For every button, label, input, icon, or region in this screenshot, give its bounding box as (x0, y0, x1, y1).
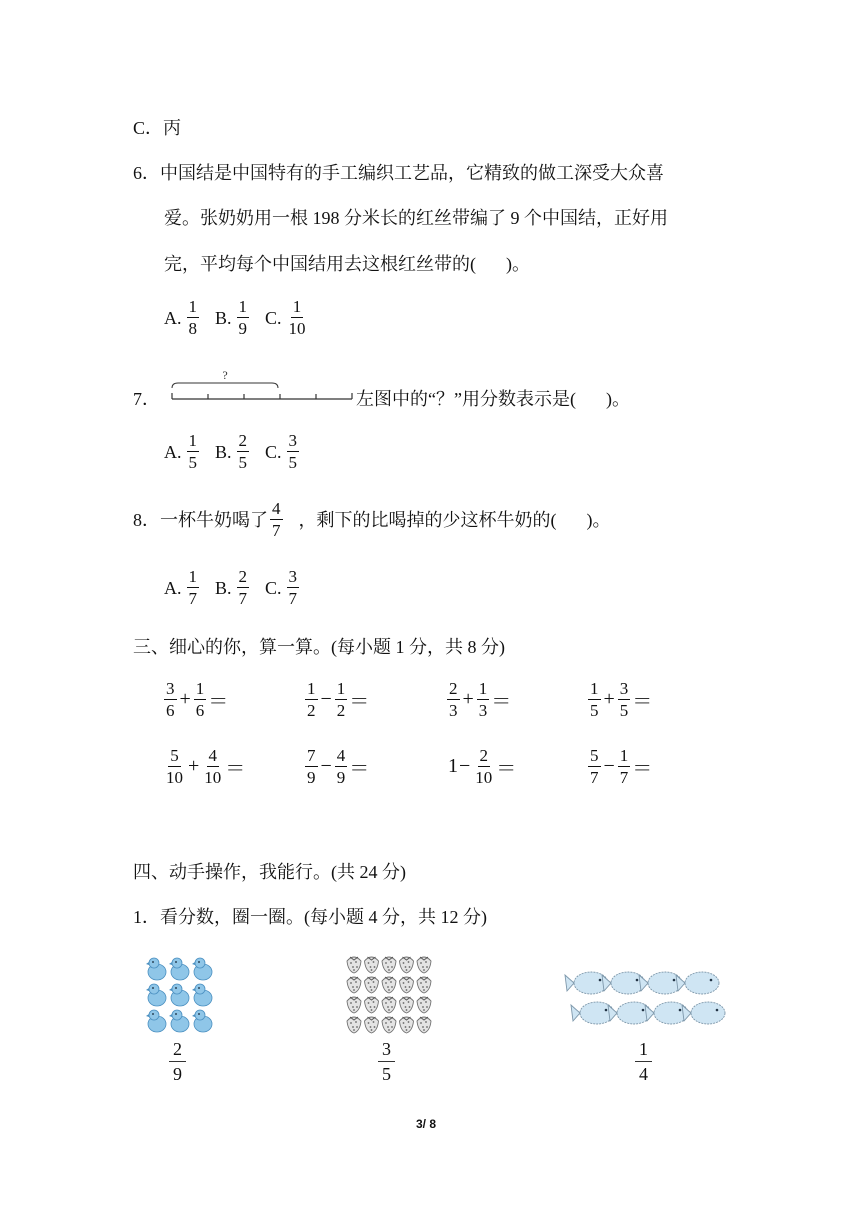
denominator: 10 (288, 319, 306, 338)
strawberry-icon[interactable] (365, 1017, 379, 1033)
chick-icon[interactable] (146, 1010, 166, 1032)
fish-icon[interactable] (682, 1002, 725, 1024)
fraction (187, 298, 200, 337)
equals-sign: ＝ (491, 691, 512, 713)
chick-icon[interactable] (146, 958, 166, 980)
fish-icon[interactable] (639, 972, 682, 994)
q6-line-3-end: )。 (506, 254, 530, 274)
equals-sign: ＝ (632, 691, 653, 713)
strawberry-icon[interactable] (347, 957, 361, 973)
numerator: 7 (307, 746, 316, 765)
operator: − (603, 755, 615, 777)
denominator: 7 (188, 589, 197, 608)
denominator: 5 (590, 701, 599, 720)
denominator: 7 (619, 768, 629, 787)
q6-option-c[interactable] (265, 298, 310, 337)
whole-number: 1 (448, 755, 458, 777)
fraction (335, 680, 348, 719)
strawberry-icon[interactable] (365, 997, 379, 1013)
q7-option-a[interactable] (164, 432, 201, 471)
strawberry-icon[interactable] (365, 977, 379, 993)
chick-icon[interactable] (146, 984, 166, 1006)
denominator: 5 (188, 453, 197, 472)
numerator: 3 (619, 679, 629, 698)
section-3-title: 三、细心的你，算一算。(每小题 1 分，共 8 分) (133, 637, 505, 657)
segment-ticks (172, 393, 352, 399)
numerator: 1 (188, 431, 197, 450)
strawberry-group[interactable] (344, 953, 434, 1035)
fraction (194, 680, 207, 719)
strawberry-icon[interactable] (365, 957, 379, 973)
q8-text-end: )。 (586, 509, 611, 530)
q7-option-c[interactable] (265, 432, 301, 471)
denominator: 7 (288, 589, 298, 608)
q8-line (133, 500, 611, 539)
operator: + (179, 688, 191, 710)
numerator: 1 (336, 679, 346, 698)
calc-item-2[interactable] (303, 680, 369, 719)
numerator: 2 (238, 567, 248, 586)
option-label: A. (164, 577, 182, 598)
strawberry-icon[interactable] (417, 1017, 431, 1033)
calc-item-1[interactable] (162, 680, 228, 719)
q8-options (164, 568, 315, 607)
fraction (447, 680, 460, 719)
q7-options (164, 432, 315, 471)
q6-line-3 (164, 252, 530, 276)
strawberry-icon[interactable] (400, 1017, 414, 1033)
fraction (378, 1040, 395, 1083)
segment-diagram (168, 366, 356, 406)
denominator: 10 (166, 768, 183, 787)
numerator: 2 (238, 431, 248, 450)
numerator: 2 (169, 1040, 186, 1062)
numerator: 3 (378, 1040, 395, 1062)
option-label: B. (215, 307, 232, 328)
numerator: 1 (635, 1040, 652, 1062)
strawberry-icon[interactable] (382, 957, 396, 973)
denominator: 9 (336, 768, 346, 787)
numerator: 1 (188, 297, 197, 316)
fraction (164, 747, 185, 786)
denominator: 6 (166, 701, 175, 720)
fraction (187, 432, 200, 471)
picture-fraction-3 (633, 1040, 654, 1083)
calc-item-6[interactable] (303, 747, 369, 786)
denominator: 10 (204, 768, 222, 787)
option-label: B. (215, 441, 232, 462)
q6-options (164, 298, 324, 337)
fraction (270, 500, 283, 539)
q5-option-c: C．丙 (133, 118, 182, 138)
q7-text-main: 左图中的“？”用分数表示是( (356, 389, 576, 409)
denominator: 4 (639, 1064, 648, 1084)
calc-item-3[interactable] (445, 680, 511, 719)
numerator: 1 (292, 297, 302, 316)
denominator: 3 (449, 701, 458, 720)
strawberry-icon[interactable] (347, 977, 361, 993)
denominator: 2 (336, 701, 346, 720)
fish-icon[interactable] (608, 1002, 651, 1024)
option-label: C. (265, 577, 282, 598)
diagram-question-mark: ? (222, 368, 228, 382)
fraction (169, 1040, 186, 1083)
q7-number: 7． (133, 389, 160, 409)
fraction (202, 747, 223, 786)
q6-option-a[interactable] (164, 298, 201, 337)
fraction (287, 298, 308, 337)
option-label: A. (164, 307, 182, 328)
chick-icon[interactable] (169, 958, 189, 980)
strawberry-icon[interactable] (417, 997, 431, 1013)
section-4-title: 四、动手操作，我能行。(共 24 分) (133, 862, 406, 882)
numerator: 1 (238, 297, 248, 316)
fraction (305, 680, 318, 719)
numerator: 4 (208, 746, 218, 765)
calc-item-7[interactable] (448, 747, 516, 786)
operator: + (188, 755, 200, 777)
strawberry-icon[interactable] (382, 997, 396, 1013)
fish-icon[interactable] (602, 972, 645, 994)
strawberry-icon[interactable] (347, 1017, 361, 1033)
fraction (237, 568, 250, 607)
fraction (164, 680, 177, 719)
denominator: 6 (195, 701, 205, 720)
q8-option-b[interactable] (215, 568, 251, 607)
fraction (237, 298, 250, 337)
strawberry-icon[interactable] (347, 997, 361, 1013)
fish-icon[interactable] (571, 1002, 614, 1024)
picture-fraction-2 (376, 1040, 397, 1083)
numerator: 2 (479, 746, 489, 765)
numerator: 1 (590, 679, 599, 698)
denominator: 10 (475, 768, 493, 787)
q8-option-a[interactable] (164, 568, 201, 607)
q6-option-b[interactable] (215, 298, 251, 337)
q8-text-start: 8．一杯牛奶喝了 (133, 509, 268, 530)
denominator: 5 (382, 1064, 391, 1084)
operator: + (603, 688, 615, 710)
strawberry-icon[interactable] (417, 957, 431, 973)
operator: + (462, 688, 474, 710)
chick-group[interactable] (145, 955, 217, 1035)
calc-item-5[interactable] (162, 747, 245, 786)
denominator: 3 (478, 701, 488, 720)
equals-sign: ＝ (349, 758, 370, 780)
denominator: 2 (307, 701, 316, 720)
q7-option-b[interactable] (215, 432, 251, 471)
numerator: 1 (478, 679, 488, 698)
equals-sign: ＝ (208, 691, 229, 713)
q6-line-1: 6．中国结是中国特有的手工编织工艺品，它精致的做工深受大众喜 (133, 163, 664, 183)
denominator: 9 (238, 319, 248, 338)
calc-item-4[interactable] (586, 680, 652, 719)
strawberry-icon[interactable] (400, 957, 414, 973)
denominator: 5 (238, 453, 248, 472)
q6-line-3-text: 完，平均每个中国结用去这根红丝带的( (164, 254, 476, 274)
option-label: C. (265, 441, 282, 462)
fraction (588, 747, 601, 786)
fish-group[interactable] (563, 966, 729, 1032)
fish-icon[interactable] (565, 972, 608, 994)
fish-icon[interactable] (676, 972, 719, 994)
operator: − (320, 688, 332, 710)
page-number: 3/ 8 (416, 1117, 437, 1131)
strawberry-icon[interactable] (400, 977, 414, 993)
numerator: 1 (307, 679, 316, 698)
numerator: 3 (166, 679, 175, 698)
chick-icon[interactable] (192, 958, 212, 980)
denominator: 9 (173, 1064, 182, 1084)
operator: − (320, 755, 332, 777)
numerator: 1 (195, 679, 205, 698)
q7-text (356, 387, 630, 411)
strawberry-icon[interactable] (382, 977, 396, 993)
fraction (237, 432, 250, 471)
equals-sign: ＝ (349, 691, 370, 713)
fraction (305, 747, 318, 786)
picture-fraction-1 (167, 1040, 188, 1083)
denominator: 5 (619, 701, 629, 720)
numerator: 3 (288, 431, 298, 450)
operator: − (459, 755, 471, 777)
denominator: 9 (307, 768, 316, 787)
denominator: 8 (188, 319, 197, 338)
fraction (588, 680, 601, 719)
strawberry-icon[interactable] (400, 997, 414, 1013)
equals-sign: ＝ (496, 758, 517, 780)
option-label: A. (164, 441, 182, 462)
option-label: C. (265, 307, 282, 328)
numerator: 3 (288, 567, 298, 586)
fraction (287, 568, 300, 607)
fraction (187, 568, 200, 607)
chick-icon[interactable] (192, 1010, 212, 1032)
q8-option-c[interactable] (265, 568, 301, 607)
strawberry-icon[interactable] (382, 1017, 396, 1033)
denominator: 7 (590, 768, 599, 787)
denominator: 5 (288, 453, 298, 472)
calc-item-8[interactable] (586, 747, 652, 786)
numerator: 1 (619, 746, 629, 765)
numerator: 4 (336, 746, 346, 765)
section-4-question-1: 1．看分数，圈一圈。(每小题 4 分，共 12 分) (133, 907, 487, 927)
fraction (618, 680, 631, 719)
fraction (473, 747, 494, 786)
numerator: 5 (590, 746, 599, 765)
numerator: 5 (170, 746, 179, 765)
option-label: B. (215, 577, 232, 598)
fraction (477, 680, 490, 719)
fraction (635, 1040, 652, 1083)
q6-line-2: 爱。张奶奶用一根 198 分米长的红丝带编了 9 个中国结，正好用 (164, 208, 668, 228)
strawberry-icon[interactable] (417, 977, 431, 993)
fraction (335, 747, 348, 786)
chick-icon[interactable] (169, 984, 189, 1006)
q7-text-end: )。 (605, 389, 630, 409)
numerator: 1 (188, 567, 197, 586)
fraction (287, 432, 300, 471)
denominator: 7 (238, 589, 248, 608)
equals-sign: ＝ (632, 758, 653, 780)
fish-icon[interactable] (645, 1002, 688, 1024)
numerator: 4 (272, 499, 281, 518)
chick-icon[interactable] (192, 984, 212, 1006)
denominator: 7 (272, 521, 281, 540)
numerator: 2 (449, 679, 458, 698)
q8-text-mid: ，剩下的比喝掉的少这杯牛奶的( (298, 509, 557, 530)
fraction (618, 747, 631, 786)
equals-sign: ＝ (225, 758, 246, 780)
brace (172, 383, 278, 388)
chick-icon[interactable] (169, 1010, 189, 1032)
